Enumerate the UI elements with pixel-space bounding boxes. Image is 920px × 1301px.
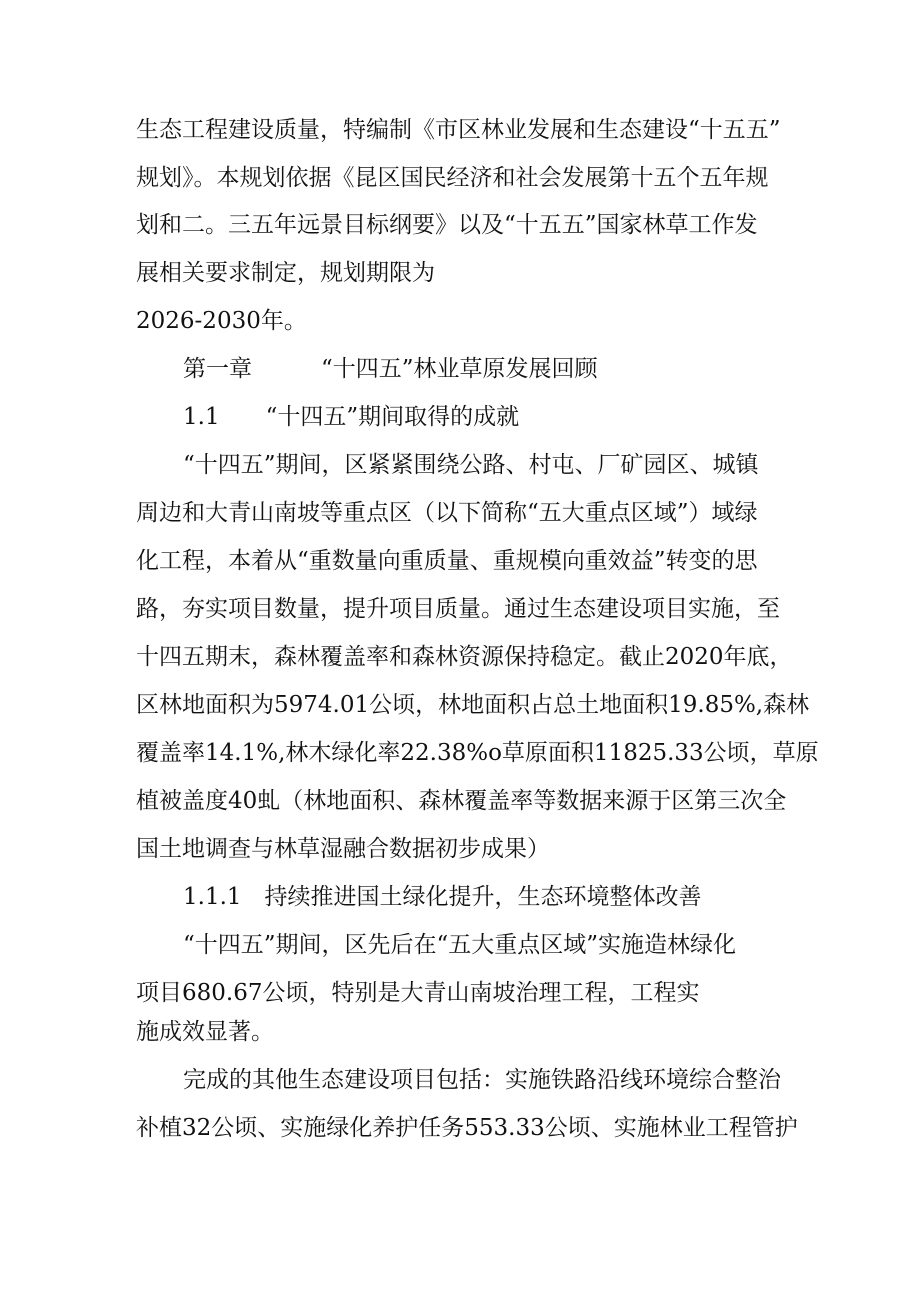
text-line: 周边和大青山南坡等重点区（以下简称“五大重点区域”）域绿: [136, 500, 758, 526]
text-line: 国土地调查与林草湿融合数据初步成果）: [136, 836, 550, 862]
text-line: “十四五”期间，区紧紧围绕公路、村屯、厂矿园区、城镇: [183, 452, 759, 478]
text-line: 2026-2030年。: [136, 308, 307, 334]
text-line: 植被盖度40虬（林地面积、森林覆盖率等数据来源于区第三次全: [136, 788, 787, 814]
text-line: 完成的其他生态建设项目包括：实施铁路沿线环境综合整治: [183, 1067, 781, 1093]
subsection-heading: 1.1.1 持续推进国土绿化提升，生态环境整体改善: [183, 884, 702, 910]
text-line: 覆盖率14.1%,林木绿化率22.38%o草原面积11825.33公顷，草原: [136, 740, 819, 766]
text-line: 生态工程建设质量，特编制《市区林业发展和生态建设“十五五”: [136, 117, 781, 143]
text-line: 规划》。本规划依据《昆区国民经济和社会发展第十五个五年规: [136, 165, 769, 191]
text-line: 十四五期末，森林覆盖率和森林资源保持稳定。截止2020年底，: [136, 644, 793, 670]
text-line: 项目680.67公顷，特别是大青山南坡治理工程，工程实: [136, 980, 700, 1006]
text-line: 施成效显著。: [136, 1019, 274, 1045]
section-heading: 1.1 “十四五”期间取得的成就: [183, 404, 520, 430]
text-line: 补植32公顷、实施绿化养护任务553.33公顷、实施林业工程管护: [136, 1115, 798, 1141]
text-line: 化工程，本着从“重数量向重质量、重规模向重效益”转变的思: [136, 548, 758, 574]
text-line: 区林地面积为5974.01公顷，林地面积占总土地面积19.85%,森林: [136, 692, 810, 718]
text-line: 展相关要求制定，规划期限为: [136, 260, 435, 286]
chapter-heading: 第一章 “十四五”林业草原发展回顾: [183, 356, 598, 382]
text-line: 路，夯实项目数量，提升项目质量。通过生态建设项目实施，至: [136, 596, 780, 622]
text-line: 划和二。三五年远景目标纲要》以及“十五五”国家林草工作发: [136, 212, 758, 238]
text-line: “十四五”期间，区先后在“五大重点区域”实施造林绿化: [183, 932, 737, 958]
